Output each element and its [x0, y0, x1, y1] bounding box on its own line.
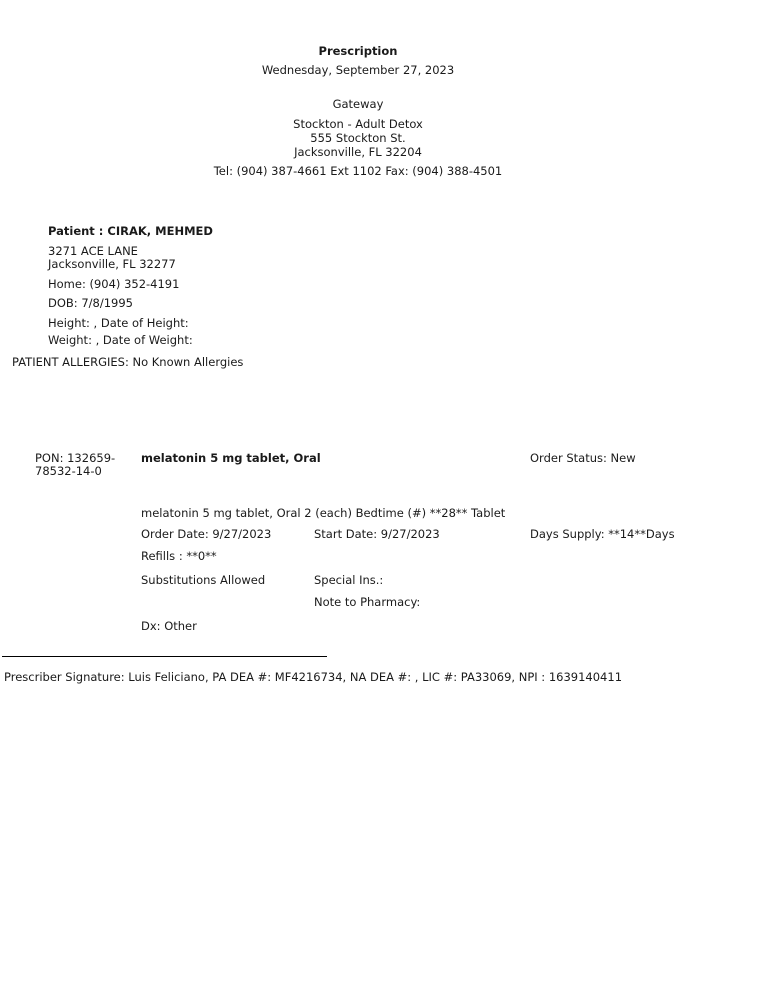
patient-address-line2: Jacksonville, FL 32277 [48, 257, 176, 271]
pon-number-line2: 78532-14-0 [35, 464, 102, 478]
pon-number-line1: PON: 132659- [35, 451, 116, 465]
note-to-pharmacy: Note to Pharmacy: [314, 595, 421, 609]
patient-allergies: PATIENT ALLERGIES: No Known Allergies [12, 355, 244, 369]
order-date: Order Date: 9/27/2023 [141, 527, 272, 541]
organization-name: Gateway [332, 97, 384, 111]
document-date: Wednesday, September 27, 2023 [261, 63, 455, 77]
patient-dob: DOB: 7/8/1995 [48, 296, 133, 310]
facility-phone-fax: Tel: (904) 387-4661 Ext 1102 Fax: (904) 388-4501 [213, 164, 503, 178]
patient-name: Patient : CIRAK, MEHMED [48, 224, 213, 238]
special-instructions: Special Ins.: [314, 573, 384, 587]
patient-home-phone: Home: (904) 352-4191 [48, 277, 180, 291]
substitutions: Substitutions Allowed [141, 573, 266, 587]
facility-street: 555 Stockton St. [310, 131, 406, 145]
facility-city: Jacksonville, FL 32204 [294, 145, 422, 159]
order-status: Order Status: New [530, 451, 636, 465]
prescriber-signature: Prescriber Signature: Luis Feliciano, PA DEA #: MF4216734, NA DEA #: , LIC #: PA33069, NPI : 1639140411 [4, 670, 623, 684]
signature-line [2, 656, 327, 657]
document-title: Prescription [318, 44, 398, 58]
days-supply: Days Supply: **14**Days [530, 527, 675, 541]
refills: Refills : **0** [141, 549, 217, 563]
sig-instructions: melatonin 5 mg tablet, Oral 2 (each) Bedtime (#) **28** Tablet [141, 506, 506, 520]
patient-address-line1: 3271 ACE LANE [48, 244, 138, 258]
drug-name: melatonin 5 mg tablet, Oral [141, 451, 321, 465]
patient-weight: Weight: , Date of Weight: [48, 333, 193, 347]
patient-height: Height: , Date of Height: [48, 316, 189, 330]
start-date: Start Date: 9/27/2023 [314, 527, 440, 541]
facility-name: Stockton - Adult Detox [293, 117, 423, 131]
diagnosis: Dx: Other [141, 619, 197, 633]
